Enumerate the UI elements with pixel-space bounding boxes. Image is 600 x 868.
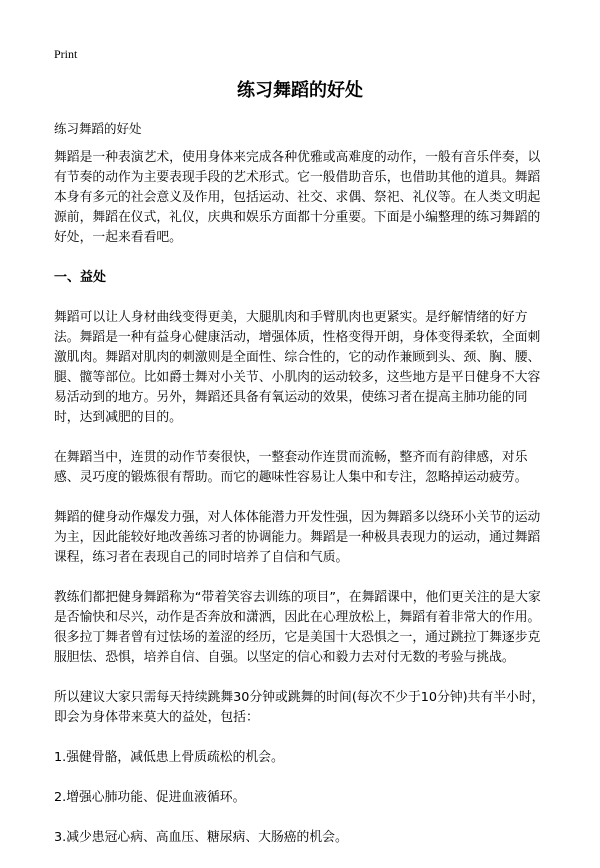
body-paragraph: 所以建议大家只需每天持续跳舞30分钟或跳舞的时间(每次不少于10分钟)共有半小时，即会为身体带来莫大的益处，包括： — [54, 690, 545, 725]
section-heading-benefits: 一、益处 — [54, 270, 107, 285]
list-item: 2.增强心肺功能、促进血液循环。 — [54, 790, 246, 805]
print-link[interactable]: Print — [54, 47, 78, 61]
body-paragraph: 教练们都把健身舞蹈称为“带着笑容去训练的项目”，在舞蹈课中，他们更关注的是大家是否愉快和尽兴，动作是否奔放和潇洒，因此在心理放松上，舞蹈有着非常大的作用。很多拉丁舞者曾有过怯场的羞涩的经历，它是美国十大恐惧之一，通过跳拉丁舞逐步克服胆怯、恐惧，培养自信、自强。以坚定的信心和毅力去对付无数的考验与挑战。 — [54, 590, 541, 665]
intro-paragraph: 舞蹈是一种表演艺术，使用身体来完成各种优雅或高难度的动作，一般有音乐伴奏，以有节奏的动作为主要表现手段的艺术形式。它一般借助音乐，也借助其他的道具。舞蹈本身有多元的社会意义及作用，包括运动、社交、求偶、祭祀、礼仪等。在人类文明起源前，舞蹈在仪式，礼仪，庆典和娱乐方面都十分重要。下面是小编整理的练习舞蹈的好处，一起来看看吧。 — [54, 150, 541, 245]
body-paragraph: 在舞蹈当中，连贯的动作节奏很快，一整套动作连贯而流畅，整齐而有韵律感，对乐感、灵巧度的锻炼很有帮助。而它的趣味性容易让人集中和专注，忽略掉运动疲劳。 — [54, 450, 528, 485]
article-subtitle: 练习舞蹈的好处 — [54, 121, 142, 136]
body-paragraph: 舞蹈可以让人身材曲线变得更美，大腿肌肉和手臂肌肉也更紧实。是纾解情绪的好方法。舞蹈是一种有益身心健康活动，增强体质，性格变得开朗，身体变得柔软，全面刺激肌肉。舞蹈对肌肉的刺激则是全面性、综合性的，它的动作兼顾到头、颈、胸、腰、腿、髋等部位。比如爵士舞对小关节、小肌肉的运动较多，这些地方是平日健身不大容易活动到的地方。另外，舞蹈还具备有氧运动的效果，使练习者在提高主肺功能的同时，达到减肥的目的。 — [54, 310, 541, 425]
page-title: 练习舞蹈的好处 — [237, 80, 363, 101]
body-paragraph: 舞蹈的健身动作爆发力强，对人体体能潜力开发性强，因为舞蹈多以绕环小关节的运动为主，因此能较好地改善练习者的协调能力。舞蹈是一种极具表现力的运动，通过舞蹈课程，练习者在表现自己的同时培养了自信和气质。 — [54, 510, 541, 565]
article-body — [54, 148, 550, 868]
list-item: 3.减少患冠心病、高血压、糖尿病、大肠癌的机会。 — [54, 830, 348, 845]
list-item: 1.强健骨骼，减低患上骨质疏松的机会。 — [54, 750, 284, 765]
